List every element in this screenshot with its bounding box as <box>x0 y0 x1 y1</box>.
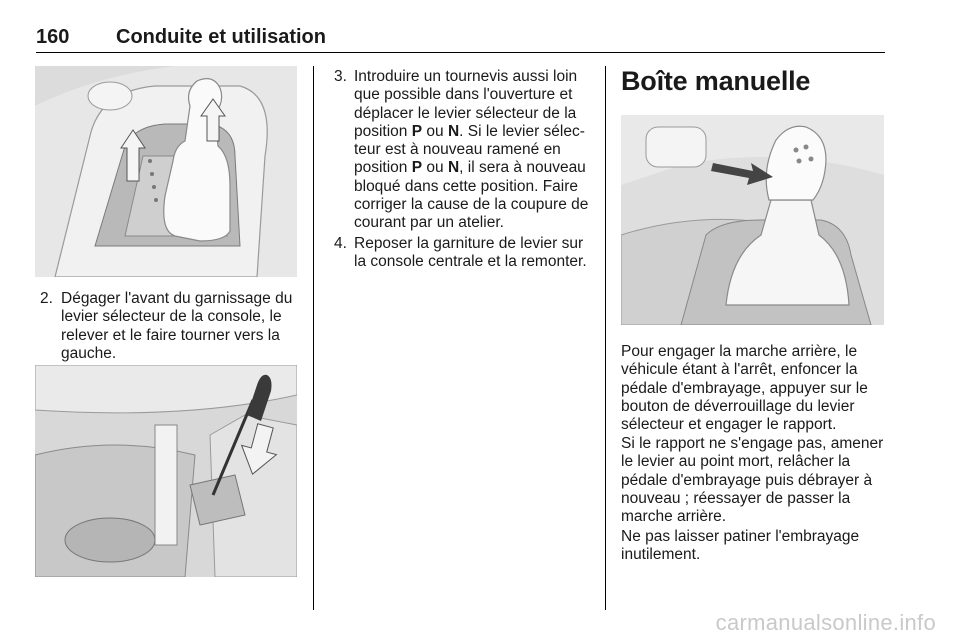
page-header <box>36 26 885 53</box>
chapter-title: Conduite et utilisation <box>116 26 326 48</box>
step-text: Dégager l'avant du garnissage du levier sélecteur de la console, le relever et le faire tourner vers la gauche. <box>61 290 293 362</box>
screwdriver-release-illustration <box>35 365 297 577</box>
paragraph-clutch-warning: Ne pas laisser patiner l'embrayage inutilement. <box>621 528 860 564</box>
automatic-gear-lever-illustration <box>35 66 297 277</box>
step-number: 2. <box>40 290 53 307</box>
manual-gear-knob-illustration <box>621 115 884 325</box>
position-n: N <box>447 122 460 140</box>
watermark: carmanualsonline.info <box>715 610 936 635</box>
page-number: 160 <box>36 26 70 48</box>
column-divider <box>605 66 606 610</box>
paragraph-reverse-gear: Pour engager la marche arrière, le véhicule étant à l'arrêt, enfoncer la pédale d'embrayage, appuyer sur le bouton de déverrouillage du levier sélecteur et engager le rapport. <box>621 343 868 434</box>
position-n: N <box>447 159 460 177</box>
step-number: 3. <box>334 68 347 85</box>
position-p: P <box>411 159 423 177</box>
section-heading: Boîte manuelle <box>621 66 811 96</box>
list-item-step-3 <box>334 68 594 233</box>
list-item-step-2 <box>40 290 298 363</box>
step-number: 4. <box>334 235 347 252</box>
step-text: Reposer la garniture de levier sur la console centrale et la remonter. <box>354 235 587 271</box>
position-p: P <box>411 122 423 140</box>
paragraph-gear-not-engaging: Si le rapport ne s'engage pas, amener le levier au point mort, relâcher la pédale d'embrayage puis débrayer à nouveau ; réessayer de passer la marche arrière. <box>621 435 884 526</box>
column-divider <box>313 66 314 610</box>
step-text: Introduire un tournevis aussi loin que possible dans l'ouverture et déplacer le levier sélecteur de la position P ou N. Si le levier sélecteur est à nouveau ramené en position P ou N, il sera à nouveau bloqué dans cette position. Faire corriger la cause de la coupure de courant par un atelier. <box>354 68 589 232</box>
list-item-step-4 <box>334 235 594 272</box>
